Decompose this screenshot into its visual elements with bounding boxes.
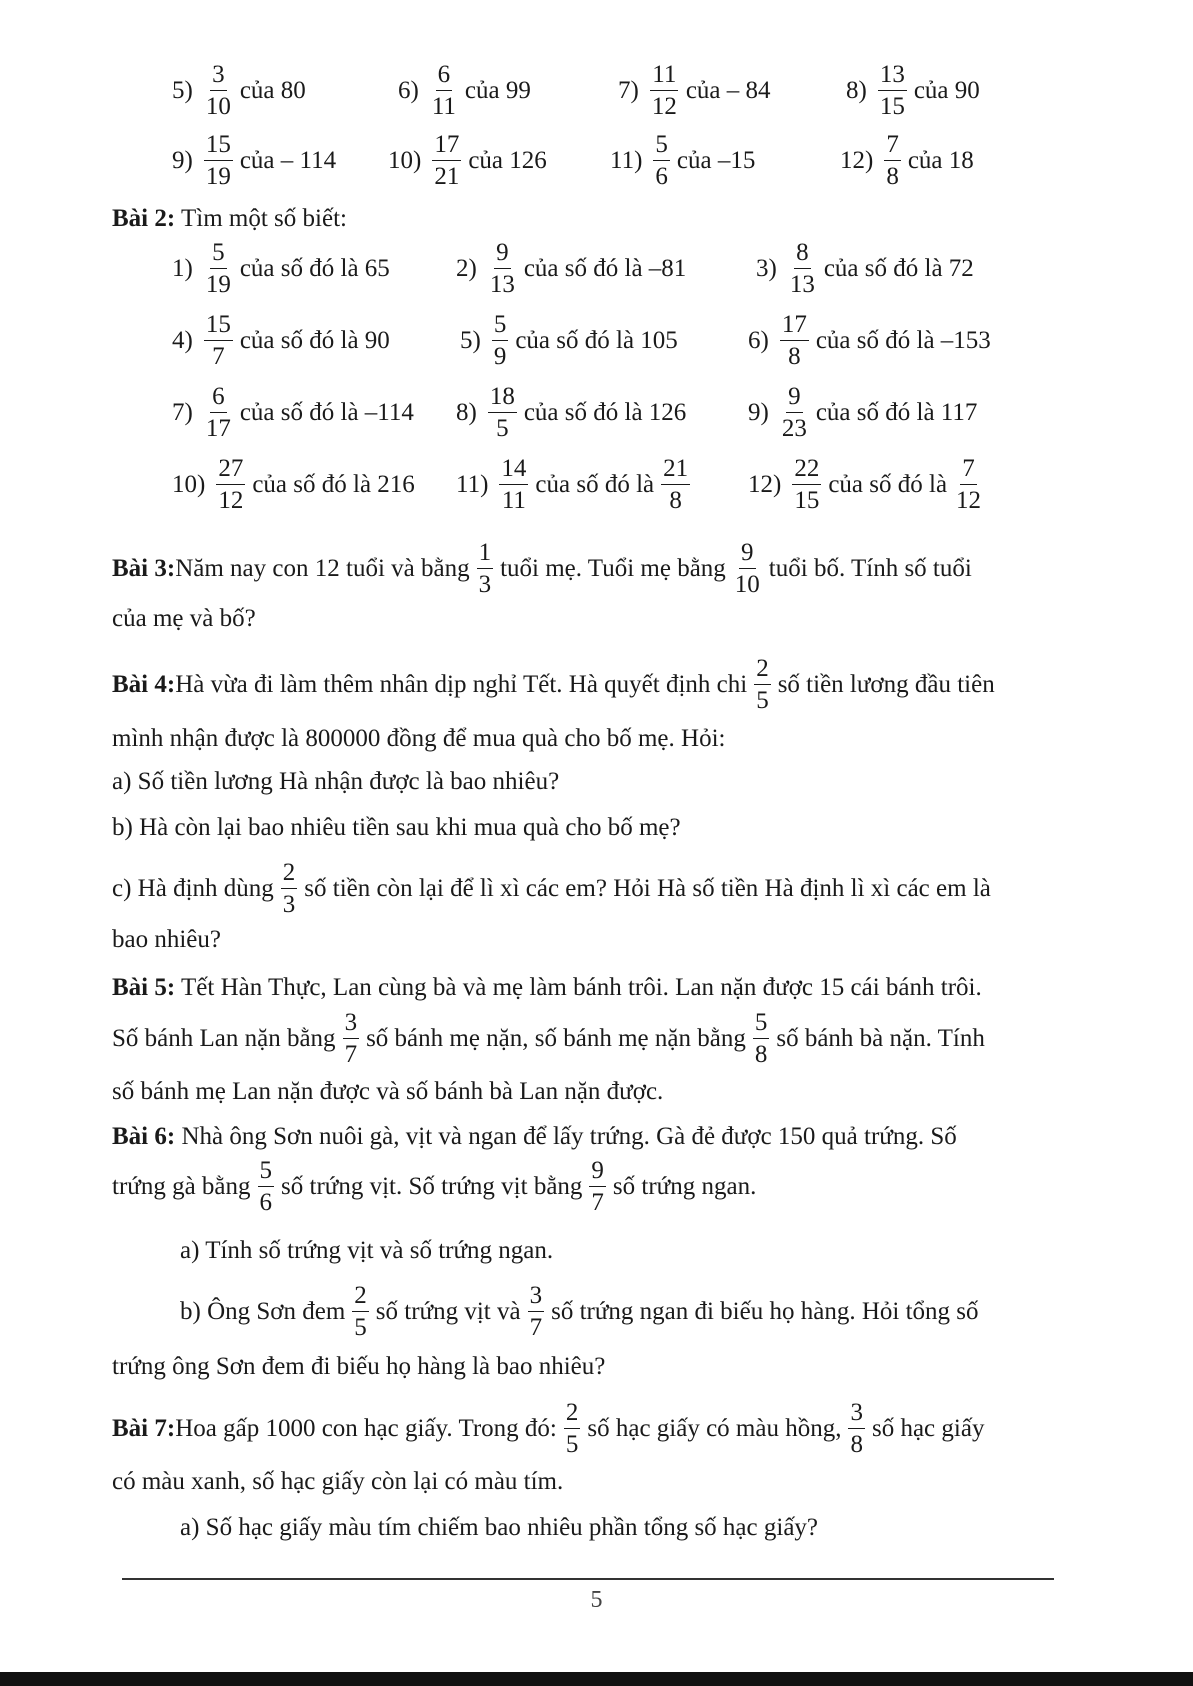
bai1-item-7 [618, 62, 771, 119]
text: tuổi bố. Tính số tuổi [768, 554, 972, 582]
numerator: 6 [436, 62, 453, 91]
denominator: 21 [434, 163, 460, 190]
fraction [528, 1283, 545, 1340]
item-number: 12) [840, 146, 874, 174]
fraction [343, 1010, 360, 1067]
denominator: 15 [879, 93, 905, 120]
denominator: 9 [493, 343, 507, 370]
text: Nhà ông Sơn nuôi gà, vịt và ngan để lấy trứng. Gà đẻ được 150 quả trứng. Số [175, 1123, 957, 1150]
numerator: 5 [210, 240, 227, 269]
item-text: của 99 [464, 76, 531, 104]
bai2-item-5 [460, 312, 678, 369]
text: số bánh mẹ nặn, số bánh mẹ nặn bằng [366, 1024, 746, 1052]
numerator: 6 [210, 384, 227, 413]
fraction [492, 312, 509, 369]
bai4-part-b: b) Hà còn lại bao nhiêu tiền sau khi mua quà cho bố mẹ? [112, 814, 681, 841]
denominator: 7 [344, 1041, 358, 1068]
item-number: 10) [172, 470, 206, 498]
bai3-line-2: của mẹ và bố? [112, 605, 256, 632]
denominator: 5 [565, 1431, 579, 1458]
fraction [499, 456, 528, 513]
bai6-line-2 [112, 1158, 756, 1215]
item-number: 11) [456, 470, 489, 498]
exercise-label: Bài 4: [112, 670, 176, 698]
denominator: 12 [218, 487, 244, 514]
fraction [788, 240, 817, 297]
fraction [733, 540, 762, 597]
numerator: 13 [878, 62, 907, 91]
bai4-line-1 [112, 656, 995, 713]
text: Hà vừa đi làm thêm nhân dịp nghỉ Tết. Hà quyết định chi [175, 670, 748, 698]
fraction [204, 240, 233, 297]
item-text: của số đó là 65 [239, 254, 390, 282]
numerator: 2 [564, 1400, 581, 1429]
text: số bánh bà nặn. Tính [776, 1024, 985, 1052]
denominator: 12 [651, 93, 677, 120]
text: số tiền còn lại để lì xì các em? Hỏi Hà số tiền Hà định lì xì các em là [304, 874, 991, 902]
denominator: 19 [205, 271, 231, 298]
text: số hạc giấy [871, 1414, 985, 1442]
numerator: 15 [204, 132, 233, 161]
bai6-line-1 [112, 1122, 1054, 1152]
numerator: 9 [786, 384, 803, 413]
item-text: của số đó là 105 [515, 326, 678, 354]
item-number: 8) [456, 398, 477, 426]
fraction [650, 62, 679, 119]
text: trứng gà bằng [112, 1172, 251, 1200]
text: Hoa gấp 1000 con hạc giấy. Trong đó: [175, 1414, 557, 1442]
fraction [204, 132, 233, 189]
numerator: 5 [753, 1010, 770, 1039]
denominator: 3 [282, 891, 296, 918]
fraction [753, 1010, 770, 1067]
item-number: 1) [172, 254, 193, 282]
scan-edge [0, 1672, 1193, 1686]
exercise-label: Bài 7: [112, 1414, 176, 1442]
denominator: 17 [205, 415, 231, 442]
exercise-label: Bài 3: [112, 554, 176, 582]
bai2-item-1 [172, 240, 390, 297]
fraction [661, 456, 690, 513]
denominator: 7 [591, 1189, 604, 1216]
bai3-line-1 [112, 540, 972, 597]
bai4-part-c-cont: bao nhiêu? [112, 926, 221, 953]
numerator: 7 [960, 456, 977, 485]
exercise-label: Bài 6: [112, 1123, 176, 1150]
item-text: của 126 [468, 146, 547, 174]
bai5-line-1 [112, 973, 1054, 1003]
item-number: 3) [756, 254, 777, 282]
denominator: 10 [205, 93, 231, 120]
numerator: 18 [488, 384, 517, 413]
denominator: 8 [850, 1431, 863, 1458]
denominator: 15 [794, 487, 820, 514]
fraction [432, 132, 461, 189]
denominator: 12 [956, 487, 982, 514]
text: số trứng vịt và [375, 1297, 521, 1325]
fraction [564, 1400, 581, 1457]
numerator: 3 [210, 62, 227, 91]
bai2-item-4 [172, 312, 390, 369]
denominator: 19 [205, 163, 231, 190]
denominator: 11 [501, 487, 526, 514]
fraction [352, 1283, 369, 1340]
text: Tết Hàn Thực, Lan cùng bà và mẹ làm bánh trôi. Lan nặn được 15 cái bánh trôi. [175, 974, 982, 1001]
denominator: 5 [354, 1314, 367, 1341]
bai1-item-12 [840, 132, 974, 189]
bai7-line-2: có màu xanh, số hạc giấy còn lại có màu tím. [112, 1468, 564, 1495]
numerator: 14 [499, 456, 528, 485]
text: số trứng ngan. [612, 1172, 757, 1200]
bai6-part-b [180, 1283, 979, 1340]
item-number: 7) [172, 398, 193, 426]
item-number: 9) [748, 398, 769, 426]
bai2-item-8 [456, 384, 686, 441]
bai2-item-7 [172, 384, 414, 441]
numerator: 21 [661, 456, 690, 485]
bai2-heading [112, 204, 1054, 234]
denominator: 6 [259, 1189, 273, 1216]
item-text: của số đó là [535, 470, 655, 498]
numerator: 1 [477, 540, 494, 569]
fraction [780, 312, 809, 369]
item-text: của 90 [913, 76, 980, 104]
item-number: 9) [172, 146, 193, 174]
text: số hạc giấy có màu hồng, [587, 1414, 842, 1442]
numerator: 3 [528, 1283, 545, 1312]
text: b) Ông Sơn đem [180, 1297, 346, 1325]
item-text: của số đó là 90 [239, 326, 390, 354]
fraction [488, 384, 517, 441]
numerator: 22 [792, 456, 821, 485]
fraction [780, 384, 809, 441]
bai1-item-5 [172, 62, 306, 119]
fraction [589, 1158, 606, 1215]
denominator: 8 [669, 487, 682, 514]
numerator: 2 [281, 860, 298, 889]
item-text: của số đó là 72 [823, 254, 974, 282]
denominator: 23 [781, 415, 807, 442]
item-number: 6) [398, 76, 419, 104]
denominator: 3 [478, 571, 492, 598]
fraction [848, 1400, 865, 1457]
text: Số bánh Lan nặn bằng [112, 1024, 336, 1052]
bai6-part-a: a) Tính số trứng vịt và số trứng ngan. [180, 1237, 554, 1264]
denominator: 5 [756, 687, 769, 714]
bai6-part-b-cont: trứng ông Sơn đem đi biếu họ hàng là bao nhiêu? [112, 1353, 606, 1380]
text: số trứng ngan đi biếu họ hàng. Hỏi tổng số [551, 1297, 979, 1325]
numerator: 2 [352, 1283, 369, 1312]
page-number: 5 [590, 1587, 603, 1613]
text: số tiền lương đầu tiên [777, 670, 995, 698]
numerator: 9 [494, 240, 511, 269]
bai1-item-10 [388, 132, 547, 189]
denominator: 6 [655, 163, 668, 190]
numerator: 8 [794, 240, 811, 269]
numerator: 3 [343, 1010, 360, 1039]
numerator: 7 [884, 132, 901, 161]
item-number: 2) [456, 254, 477, 282]
fraction [216, 456, 245, 513]
item-text: của –15 [676, 146, 756, 174]
numerator: 2 [754, 656, 771, 685]
bai2-item-12 [748, 456, 990, 513]
bai4-line-2: mình nhận được là 800000 đồng để mua quà cho bố mẹ. Hỏi: [112, 725, 726, 752]
item-text: của số đó là –114 [239, 398, 414, 426]
bai5-line-2 [112, 1010, 985, 1067]
item-number: 6) [748, 326, 769, 354]
text: tuổi mẹ. Tuổi mẹ bằng [500, 554, 726, 582]
item-number: 5) [172, 76, 193, 104]
exercise-text: Tìm một số biết: [175, 205, 347, 232]
item-text: của số đó là 126 [523, 398, 687, 426]
fraction [430, 62, 458, 119]
bai4-part-c [112, 860, 991, 917]
numerator: 27 [216, 456, 245, 485]
bai1-item-11 [610, 132, 755, 189]
fraction [954, 456, 983, 513]
denominator: 7 [212, 343, 225, 370]
bai7-line-1 [112, 1400, 984, 1457]
denominator: 8 [886, 163, 899, 190]
bai2-item-6 [748, 312, 991, 369]
fraction [281, 860, 298, 917]
item-text: của số đó là 216 [252, 470, 415, 498]
numerator: 9 [739, 540, 756, 569]
bai4-part-a: a) Số tiền lương Hà nhận được là bao nhiêu? [112, 768, 560, 795]
fraction [204, 312, 233, 369]
fraction [488, 240, 517, 297]
item-text: của số đó là 117 [815, 398, 978, 426]
numerator: 5 [492, 312, 509, 341]
denominator: 7 [529, 1314, 543, 1341]
fraction [653, 132, 670, 189]
denominator: 8 [754, 1041, 768, 1068]
fraction [258, 1158, 275, 1215]
numerator: 3 [848, 1400, 865, 1429]
numerator: 17 [432, 132, 461, 161]
item-text: của – 84 [685, 76, 771, 104]
item-text: của số đó là [828, 470, 948, 498]
item-number: 5) [460, 326, 481, 354]
bai2-item-10 [172, 456, 415, 513]
fraction [204, 62, 233, 119]
fraction [477, 540, 494, 597]
item-number: 4) [172, 326, 193, 354]
bai2-item-2 [456, 240, 686, 297]
item-text: của – 114 [239, 146, 337, 174]
fraction [754, 656, 771, 713]
bai1-item-9 [172, 132, 336, 189]
item-number: 10) [388, 146, 422, 174]
bai2-item-9 [748, 384, 977, 441]
denominator: 11 [431, 93, 456, 120]
numerator: 15 [204, 312, 233, 341]
text: số trứng vịt. Số trứng vịt bằng [281, 1172, 583, 1200]
bai7-part-a: a) Số hạc giấy màu tím chiếm bao nhiêu phần tổng số hạc giấy? [180, 1514, 819, 1541]
text: c) Hà định dùng [112, 874, 274, 902]
bai5-line-3: số bánh mẹ Lan nặn được và số bánh bà Lan nặn được. [112, 1078, 664, 1105]
bai1-item-8 [846, 62, 980, 119]
denominator: 8 [788, 343, 801, 370]
item-text: của 80 [239, 76, 306, 104]
numerator: 9 [589, 1158, 606, 1187]
item-number: 12) [748, 470, 782, 498]
item-text: của 18 [907, 146, 974, 174]
fraction [792, 456, 821, 513]
numerator: 5 [653, 132, 670, 161]
bai1-item-6 [398, 62, 531, 119]
bai2-item-3 [756, 240, 974, 297]
exercise-label: Bài 2: [112, 205, 176, 232]
item-number: 7) [618, 76, 639, 104]
text: Năm nay con 12 tuổi và bằng [175, 554, 470, 582]
fraction [878, 62, 907, 119]
exercise-label: Bài 5: [112, 974, 176, 1001]
item-text: của số đó là –81 [523, 254, 687, 282]
numerator: 5 [258, 1158, 275, 1187]
item-number: 11) [610, 146, 643, 174]
denominator: 10 [734, 571, 760, 598]
footer-rule [122, 1578, 1054, 1580]
item-number: 8) [846, 76, 867, 104]
item-text: của số đó là –153 [815, 326, 991, 354]
fraction [884, 132, 901, 189]
numerator: 17 [780, 312, 809, 341]
denominator: 5 [496, 415, 509, 442]
denominator: 13 [789, 271, 815, 298]
numerator: 11 [650, 62, 678, 91]
denominator: 13 [489, 271, 515, 298]
bai2-item-11 [456, 456, 697, 513]
fraction [204, 384, 233, 441]
